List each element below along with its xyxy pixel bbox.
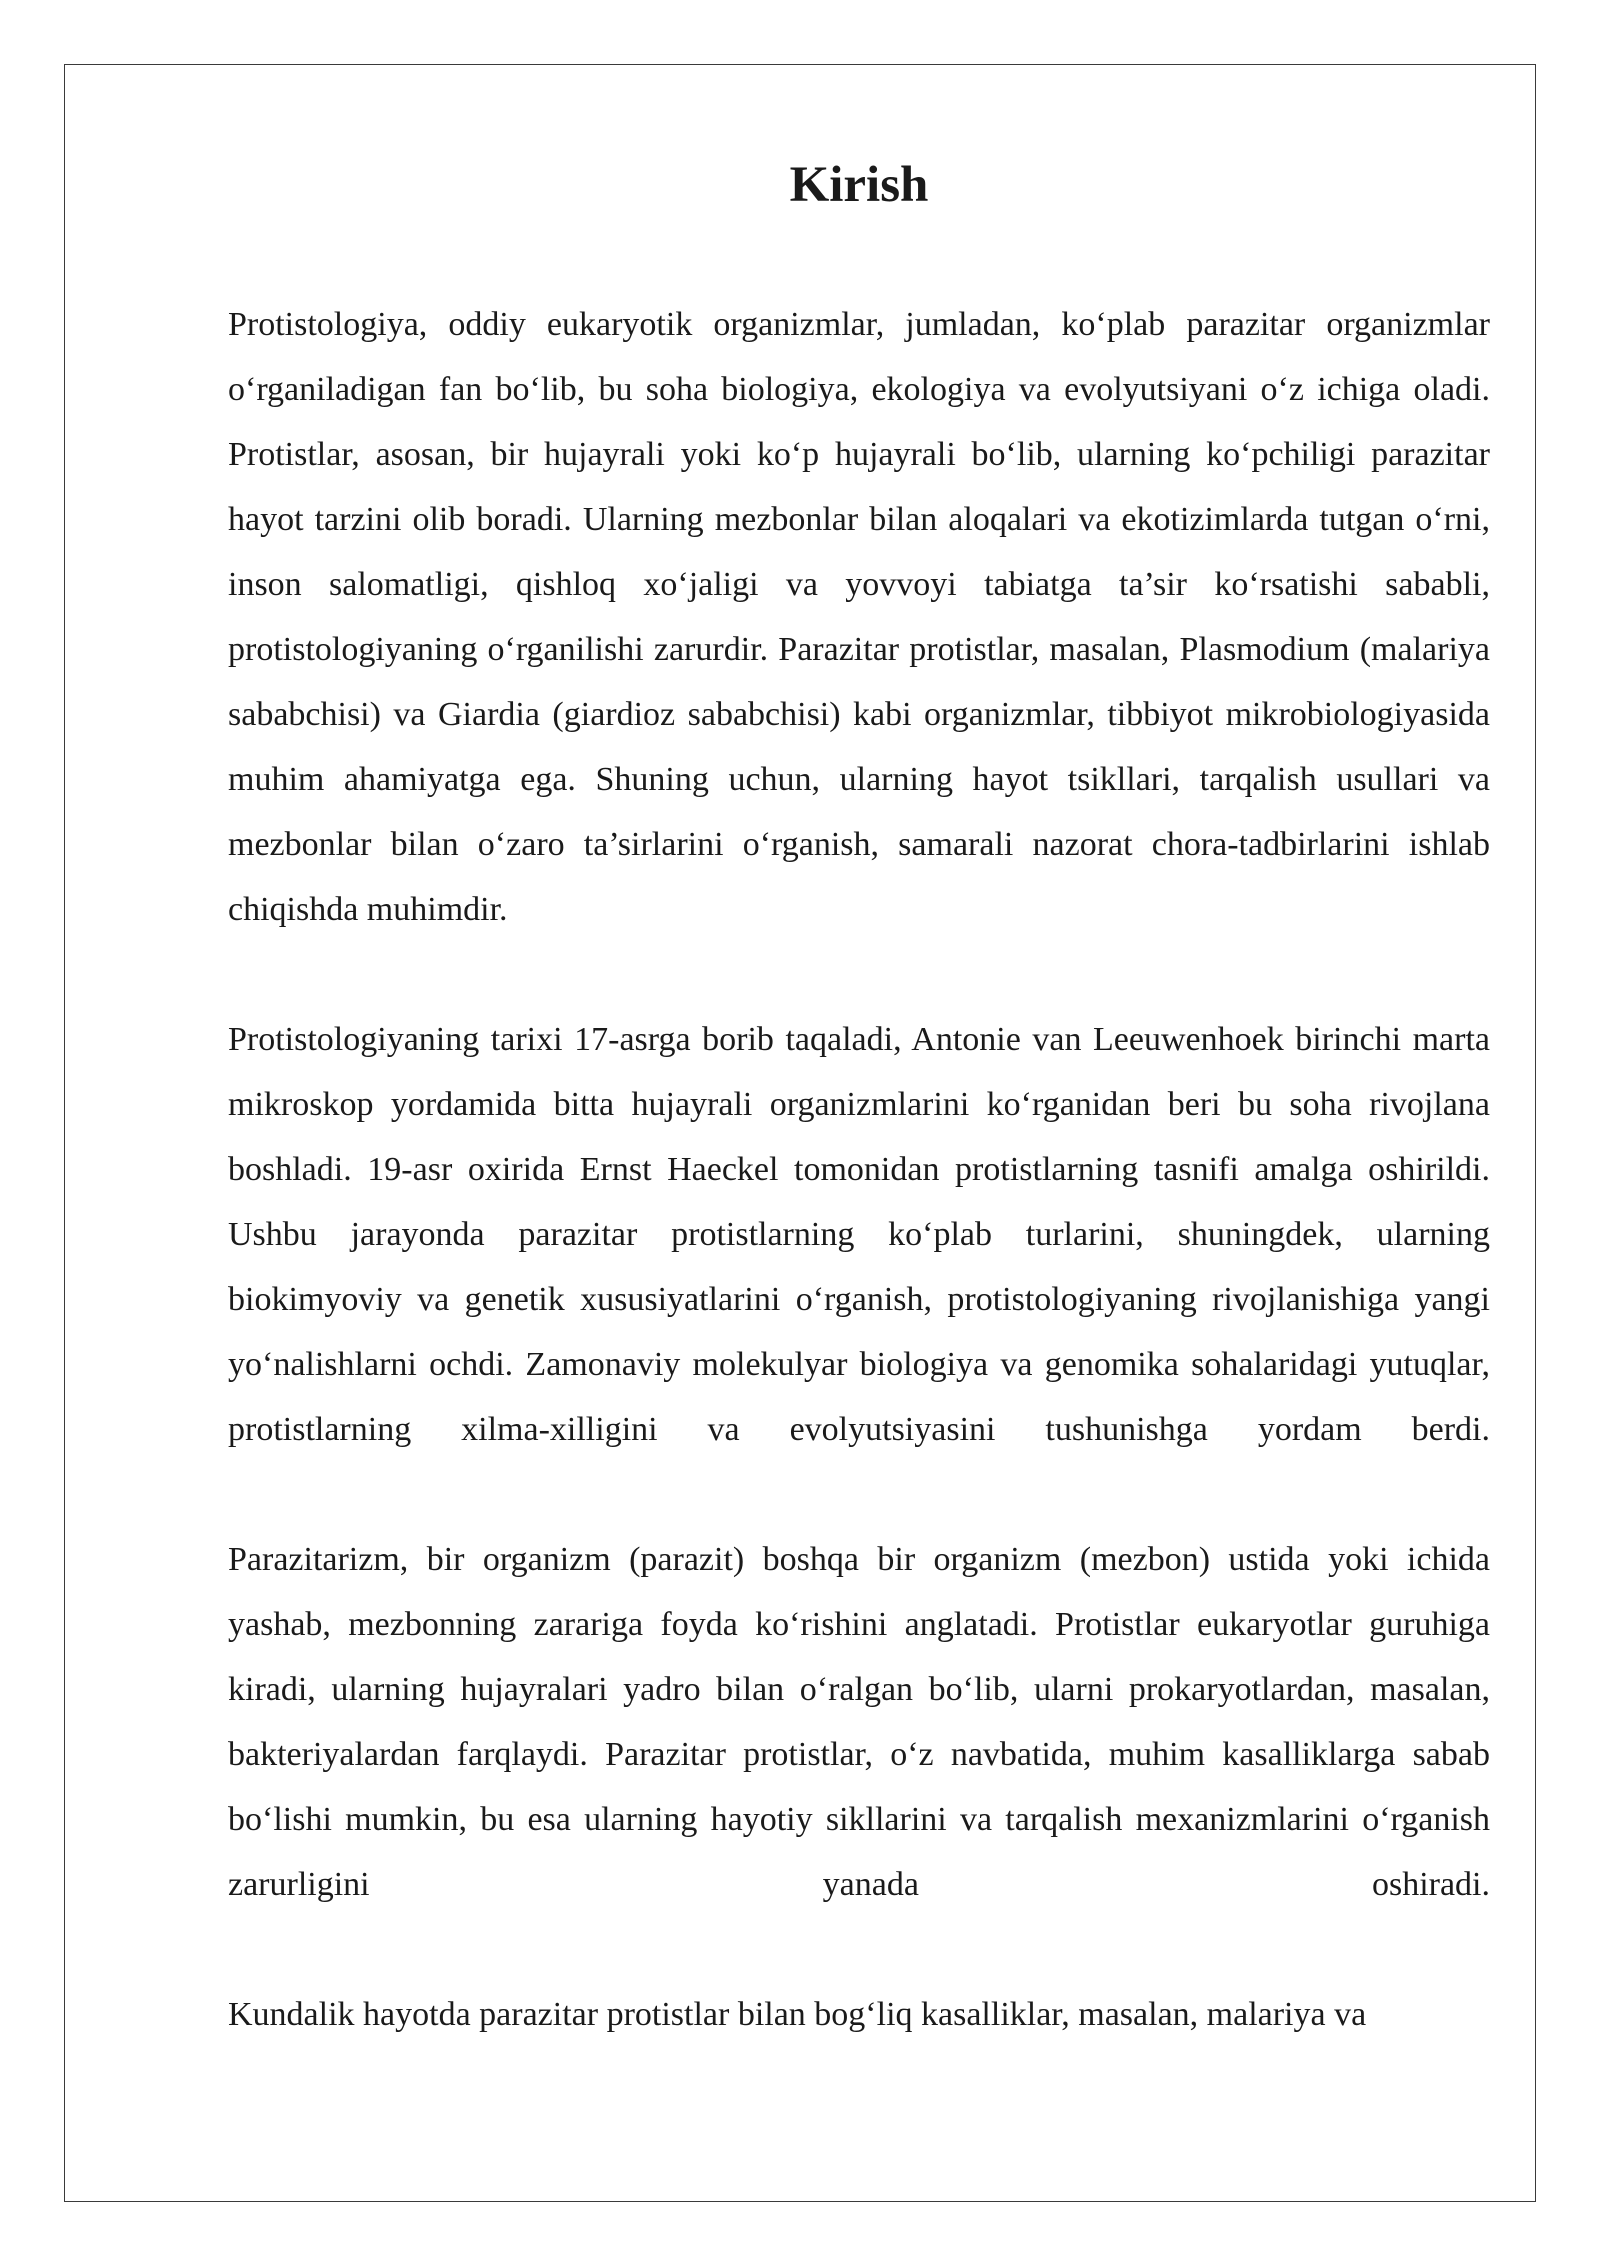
document-body (228, 140, 1490, 2047)
paragraph-1: Protistologiya, oddiy eukaryotik organizmlar, jumladan, ko‘plab parazitar organizmlar o‘rganiladigan fan bo‘lib, bu soha biologiya, ekologiya va evolyutsiyani o‘z ichiga oladi. Protistlar, asosan, bir hujayrali yoki ko‘p hujayrali bo‘lib, ularning ko‘pchiligi parazitar hayot tarzini olib boradi. Ularning mezbonlar bilan aloqalari va ekotizimlarda tutgan o‘rni, inson salomatligi, qishloq xo‘jaligi va yovvoyi tabiatga ta’sir ko‘rsatishi sababli, protistologiyaning o‘rganilishi zarurdir. Parazitar protistlar, masalan, Plasmodium (malariya sababchisi) va Giardia (giardioz sababchisi) kabi organizmlar, tibbiyot mikrobiologiyasida muhim ahamiyatga ega. Shuning uchun, ularning hayot tsikllari, tarqalish usullari va mezbonlar bilan o‘zaro ta’sirlarini o‘rganish, samarali nazorat chora-tadbirlarini ishlab chiqishda muhimdir. (228, 306, 1490, 928)
document-title: Kirish (789, 157, 929, 213)
paragraph-3: Parazitarizm, bir organizm (parazit) boshqa bir organizm (mezbon) ustida yoki ichida yashab, mezbonning zarariga foyda ko‘rishini anglatadi. Protistlar eukaryotlar guruhiga kiradi, ularning hujayralari yadro bilan o‘ralgan bo‘lib, ularni prokaryotlardan, masalan, bakteriyalardan farqlaydi. Parazitar protistlar, o‘z navbatida, muhim kasalliklarga sabab bo‘lishi mumkin, bu esa ularning hayotiy sikllarini va tarqalish mexanizmlarini o‘rganish zarurligini yanada oshiradi. (228, 1541, 1490, 1903)
paragraph-2: Protistologiyaning tarixi 17-asrga borib taqaladi, Antonie van Leeuwenhoek birinchi marta mikroskop yordamida bitta hujayrali organizmlarini ko‘rganidan beri bu soha rivojlana boshladi. 19-asr oxirida Ernst Haeckel tomonidan protistlarning tasnifi amalga oshirildi. Ushbu jarayonda parazitar protistlarning ko‘plab turlarini, shuningdek, ularning biokimyoviy va genetik xususiyatlarini o‘rganish, protistologiyaning rivojlanishiga yangi yo‘nalishlarni ochdi. Zamonaviy molekulyar biologiya va genomika sohalaridagi yutuqlar, protistlarning xilma-xilligini va evolyutsiyasini tushunishga yordam berdi. (228, 1021, 1490, 1448)
paragraph-4: Kundalik hayotda parazitar protistlar bilan bog‘liq kasalliklar, masalan, malariya va (228, 1996, 1367, 2033)
